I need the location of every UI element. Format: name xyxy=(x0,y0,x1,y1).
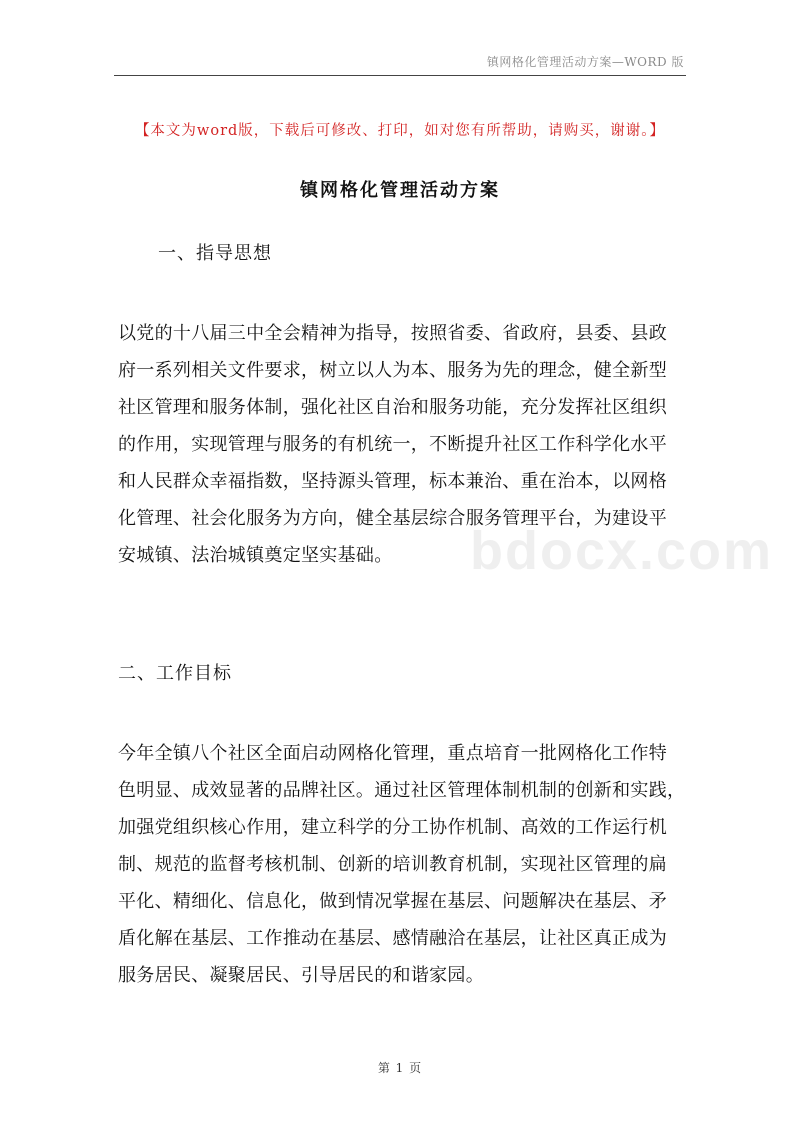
paragraph-line: 色明显、成效显著的品牌社区。通过社区管理体制机制的创新和实践， xyxy=(118,780,686,801)
paragraph-line: 府一系列相关文件要求，树立以人为本、服务为先的理念，健全新型 xyxy=(118,360,667,381)
download-notice: 【本文为word版，下载后可修改、打印，如对您有所帮助，请购买，谢谢。】 xyxy=(134,123,666,139)
paragraph-line: 社区管理和服务体制，强化社区自治和服务功能，充分发挥社区组织 xyxy=(118,397,667,418)
page-number: 第 1 页 xyxy=(377,1061,423,1075)
section-paragraph-guiding-ideology xyxy=(118,315,688,574)
paragraph-line: 和人民群众幸福指数，坚持源头管理，标本兼治、重在治本，以网格 xyxy=(118,471,667,492)
document-title: 镇网格化管理活动方案 xyxy=(300,180,500,201)
paragraph-line: 盾化解在基层、工作推动在基层、感情融洽在基层，让社区真正成为 xyxy=(118,928,667,949)
watermark: bdocx.com xyxy=(470,521,774,581)
paragraph-line: 以党的十八届三中全会精神为指导，按照省委、省政府，县委、县政 xyxy=(118,323,667,344)
section-heading-work-goals: 二、工作目标 xyxy=(118,663,232,684)
section-paragraph-work-goals xyxy=(118,735,688,994)
header-divider xyxy=(114,75,686,76)
paragraph-line: 安城镇、法治城镇奠定坚实基础。 xyxy=(118,545,393,566)
header-title: 镇网格化管理活动方案—WORD 版 xyxy=(486,55,684,69)
paragraph-line: 制、规范的监督考核机制、创新的培训教育机制，实现社区管理的扁 xyxy=(118,854,667,875)
page-header xyxy=(0,0,800,80)
section-heading-guiding-ideology: 一、指导思想 xyxy=(158,243,272,264)
paragraph-line: 今年全镇八个社区全面启动网格化管理，重点培育一批网格化工作特 xyxy=(118,743,667,764)
paragraph-line: 平化、精细化、信息化，做到情况掌握在基层、问题解决在基层、矛 xyxy=(118,891,667,912)
paragraph-line: 加强党组织核心作用，建立科学的分工协作机制、高效的工作运行机 xyxy=(118,817,667,838)
paragraph-line: 服务居民、凝聚居民、引导居民的和谐家园。 xyxy=(118,965,484,986)
paragraph-line: 化管理、社会化服务为方向，健全基层综合服务管理平台，为建设平 xyxy=(118,508,667,529)
paragraph-line: 的作用，实现管理与服务的有机统一，不断提升社区工作科学化水平 xyxy=(118,434,667,455)
